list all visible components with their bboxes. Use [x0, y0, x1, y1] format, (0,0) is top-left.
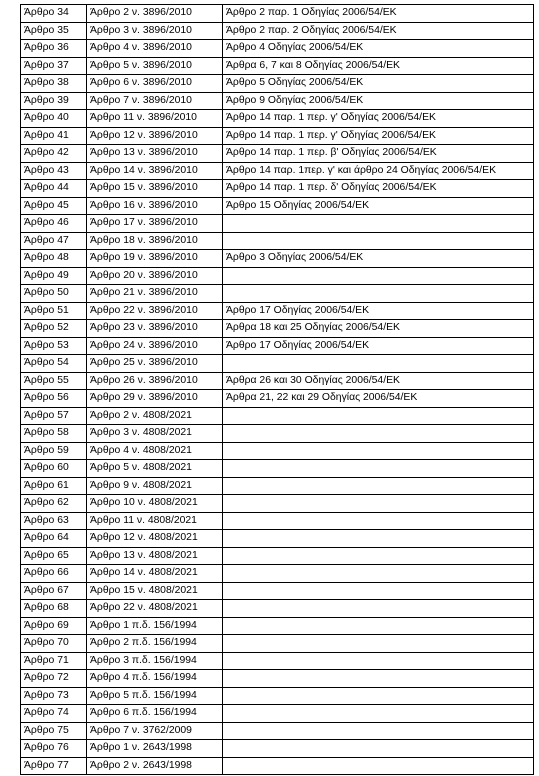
- source-article-cell: Άρθρο 14 ν. 3896/2010: [87, 162, 223, 180]
- table-row: [21, 705, 534, 723]
- directive-article-cell: Άρθρο 15 Οδηγίας 2006/54/ΕΚ: [223, 197, 534, 215]
- new-article-cell: Άρθρο 59: [21, 442, 87, 460]
- directive-article-cell: [223, 757, 534, 775]
- correlation-table-body: [21, 5, 534, 775]
- table-row: [21, 57, 534, 75]
- new-article-cell: Άρθρο 74: [21, 705, 87, 723]
- table-row: [21, 617, 534, 635]
- directive-article-cell: [223, 460, 534, 478]
- directive-article-cell: Άρθρο 4 Οδηγίας 2006/54/ΕΚ: [223, 40, 534, 58]
- table-row: [21, 337, 534, 355]
- table-row: [21, 40, 534, 58]
- new-article-cell: Άρθρο 67: [21, 582, 87, 600]
- directive-article-cell: [223, 670, 534, 688]
- table-row: [21, 390, 534, 408]
- new-article-cell: Άρθρο 77: [21, 757, 87, 775]
- new-article-cell: Άρθρο 61: [21, 477, 87, 495]
- source-article-cell: Άρθρο 26 ν. 3896/2010: [87, 372, 223, 390]
- new-article-cell: Άρθρο 38: [21, 75, 87, 93]
- table-row: [21, 232, 534, 250]
- new-article-cell: Άρθρο 55: [21, 372, 87, 390]
- source-article-cell: Άρθρο 4 π.δ. 156/1994: [87, 670, 223, 688]
- table-row: [21, 547, 534, 565]
- new-article-cell: Άρθρο 69: [21, 617, 87, 635]
- source-article-cell: Άρθρο 1 ν. 2643/1998: [87, 740, 223, 758]
- source-article-cell: Άρθρο 5 π.δ. 156/1994: [87, 687, 223, 705]
- new-article-cell: Άρθρο 68: [21, 600, 87, 618]
- table-row: [21, 110, 534, 128]
- new-article-cell: Άρθρο 70: [21, 635, 87, 653]
- source-article-cell: Άρθρο 13 ν. 3896/2010: [87, 145, 223, 163]
- directive-article-cell: Άρθρο 14 παρ. 1 περ. δ' Οδηγίας 2006/54/ΕΚ: [223, 180, 534, 198]
- source-article-cell: Άρθρο 16 ν. 3896/2010: [87, 197, 223, 215]
- table-row: [21, 670, 534, 688]
- table-row: [21, 180, 534, 198]
- new-article-cell: Άρθρο 35: [21, 22, 87, 40]
- directive-article-cell: [223, 722, 534, 740]
- table-row: [21, 442, 534, 460]
- directive-article-cell: [223, 600, 534, 618]
- source-article-cell: Άρθρο 7 ν. 3896/2010: [87, 92, 223, 110]
- new-article-cell: Άρθρο 46: [21, 215, 87, 233]
- source-article-cell: Άρθρο 6 π.δ. 156/1994: [87, 705, 223, 723]
- table-row: [21, 582, 534, 600]
- source-article-cell: Άρθρο 13 ν. 4808/2021: [87, 547, 223, 565]
- new-article-cell: Άρθρο 36: [21, 40, 87, 58]
- directive-article-cell: Άρθρο 14 παρ. 1 περ. γ' Οδηγίας 2006/54/ΕΚ: [223, 110, 534, 128]
- new-article-cell: Άρθρο 48: [21, 250, 87, 268]
- new-article-cell: Άρθρο 66: [21, 565, 87, 583]
- table-row: [21, 757, 534, 775]
- new-article-cell: Άρθρο 39: [21, 92, 87, 110]
- source-article-cell: Άρθρο 18 ν. 3896/2010: [87, 232, 223, 250]
- directive-article-cell: [223, 565, 534, 583]
- directive-article-cell: [223, 705, 534, 723]
- source-article-cell: Άρθρο 20 ν. 3896/2010: [87, 267, 223, 285]
- source-article-cell: Άρθρο 3 π.δ. 156/1994: [87, 652, 223, 670]
- directive-article-cell: Άρθρο 5 Οδηγίας 2006/54/ΕΚ: [223, 75, 534, 93]
- source-article-cell: Άρθρο 21 ν. 3896/2010: [87, 285, 223, 303]
- directive-article-cell: Άρθρο 2 παρ. 1 Οδηγίας 2006/54/ΕΚ: [223, 5, 534, 23]
- table-row: [21, 145, 534, 163]
- directive-article-cell: [223, 495, 534, 513]
- source-article-cell: Άρθρο 2 ν. 3896/2010: [87, 5, 223, 23]
- table-row: [21, 530, 534, 548]
- directive-article-cell: [223, 740, 534, 758]
- directive-article-cell: Άρθρο 2 παρ. 2 Οδηγίας 2006/54/ΕΚ: [223, 22, 534, 40]
- table-row: [21, 285, 534, 303]
- new-article-cell: Άρθρο 58: [21, 425, 87, 443]
- table-row: [21, 320, 534, 338]
- source-article-cell: Άρθρο 11 ν. 3896/2010: [87, 110, 223, 128]
- new-article-cell: Άρθρο 51: [21, 302, 87, 320]
- source-article-cell: Άρθρο 24 ν. 3896/2010: [87, 337, 223, 355]
- table-row: [21, 92, 534, 110]
- directive-article-cell: [223, 267, 534, 285]
- source-article-cell: Άρθρο 9 ν. 4808/2021: [87, 477, 223, 495]
- table-row: [21, 425, 534, 443]
- table-row: [21, 687, 534, 705]
- table-row: [21, 372, 534, 390]
- directive-article-cell: [223, 617, 534, 635]
- source-article-cell: Άρθρο 6 ν. 3896/2010: [87, 75, 223, 93]
- table-row: [21, 565, 534, 583]
- new-article-cell: Άρθρο 45: [21, 197, 87, 215]
- source-article-cell: Άρθρο 29 ν. 3896/2010: [87, 390, 223, 408]
- table-row: [21, 495, 534, 513]
- table-row: [21, 722, 534, 740]
- source-article-cell: Άρθρο 22 ν. 4808/2021: [87, 600, 223, 618]
- source-article-cell: Άρθρο 2 ν. 4808/2021: [87, 407, 223, 425]
- new-article-cell: Άρθρο 71: [21, 652, 87, 670]
- directive-article-cell: Άρθρα 21, 22 και 29 Οδηγίας 2006/54/ΕΚ: [223, 390, 534, 408]
- directive-article-cell: Άρθρα 26 και 30 Οδηγίας 2006/54/ΕΚ: [223, 372, 534, 390]
- new-article-cell: Άρθρο 75: [21, 722, 87, 740]
- new-article-cell: Άρθρο 47: [21, 232, 87, 250]
- source-article-cell: Άρθρο 5 ν. 3896/2010: [87, 57, 223, 75]
- directive-article-cell: [223, 285, 534, 303]
- new-article-cell: Άρθρο 72: [21, 670, 87, 688]
- new-article-cell: Άρθρο 76: [21, 740, 87, 758]
- table-row: [21, 250, 534, 268]
- table-row: [21, 652, 534, 670]
- new-article-cell: Άρθρο 44: [21, 180, 87, 198]
- new-article-cell: Άρθρο 41: [21, 127, 87, 145]
- new-article-cell: Άρθρο 34: [21, 5, 87, 23]
- directive-article-cell: [223, 530, 534, 548]
- directive-article-cell: Άρθρα 6, 7 και 8 Οδηγίας 2006/54/ΕΚ: [223, 57, 534, 75]
- new-article-cell: Άρθρο 56: [21, 390, 87, 408]
- source-article-cell: Άρθρο 1 π.δ. 156/1994: [87, 617, 223, 635]
- table-row: [21, 355, 534, 373]
- source-article-cell: Άρθρο 4 ν. 4808/2021: [87, 442, 223, 460]
- new-article-cell: Άρθρο 57: [21, 407, 87, 425]
- directive-article-cell: [223, 547, 534, 565]
- new-article-cell: Άρθρο 65: [21, 547, 87, 565]
- source-article-cell: Άρθρο 5 ν. 4808/2021: [87, 460, 223, 478]
- source-article-cell: Άρθρο 11 ν. 4808/2021: [87, 512, 223, 530]
- table-row: [21, 75, 534, 93]
- table-row: [21, 740, 534, 758]
- directive-article-cell: [223, 477, 534, 495]
- source-article-cell: Άρθρο 25 ν. 3896/2010: [87, 355, 223, 373]
- new-article-cell: Άρθρο 54: [21, 355, 87, 373]
- source-article-cell: Άρθρο 12 ν. 4808/2021: [87, 530, 223, 548]
- directive-article-cell: [223, 407, 534, 425]
- new-article-cell: Άρθρο 37: [21, 57, 87, 75]
- source-article-cell: Άρθρο 2 π.δ. 156/1994: [87, 635, 223, 653]
- source-article-cell: Άρθρο 17 ν. 3896/2010: [87, 215, 223, 233]
- new-article-cell: Άρθρο 50: [21, 285, 87, 303]
- source-article-cell: Άρθρο 3 ν. 3896/2010: [87, 22, 223, 40]
- new-article-cell: Άρθρο 52: [21, 320, 87, 338]
- new-article-cell: Άρθρο 43: [21, 162, 87, 180]
- table-row: [21, 512, 534, 530]
- new-article-cell: Άρθρο 42: [21, 145, 87, 163]
- directive-article-cell: [223, 652, 534, 670]
- new-article-cell: Άρθρο 64: [21, 530, 87, 548]
- directive-article-cell: Άρθρο 17 Οδηγίας 2006/54/ΕΚ: [223, 302, 534, 320]
- directive-article-cell: [223, 355, 534, 373]
- correlation-table: [20, 4, 534, 775]
- directive-article-cell: [223, 582, 534, 600]
- source-article-cell: Άρθρο 2 ν. 2643/1998: [87, 757, 223, 775]
- directive-article-cell: [223, 215, 534, 233]
- directive-article-cell: Άρθρο 14 παρ. 1 περ. β' Οδηγίας 2006/54/ΕΚ: [223, 145, 534, 163]
- source-article-cell: Άρθρο 3 ν. 4808/2021: [87, 425, 223, 443]
- source-article-cell: Άρθρο 22 ν. 3896/2010: [87, 302, 223, 320]
- directive-article-cell: [223, 635, 534, 653]
- directive-article-cell: Άρθρο 17 Οδηγίας 2006/54/ΕΚ: [223, 337, 534, 355]
- table-row: [21, 267, 534, 285]
- directive-article-cell: Άρθρα 18 και 25 Οδηγίας 2006/54/ΕΚ: [223, 320, 534, 338]
- directive-article-cell: [223, 512, 534, 530]
- source-article-cell: Άρθρο 19 ν. 3896/2010: [87, 250, 223, 268]
- new-article-cell: Άρθρο 53: [21, 337, 87, 355]
- directive-article-cell: Άρθρο 14 παρ. 1περ. γ' και άρθρο 24 Οδηγίας 2006/54/ΕΚ: [223, 162, 534, 180]
- table-row: [21, 635, 534, 653]
- new-article-cell: Άρθρο 60: [21, 460, 87, 478]
- table-row: [21, 460, 534, 478]
- directive-article-cell: [223, 232, 534, 250]
- directive-article-cell: Άρθρο 3 Οδηγίας 2006/54/ΕΚ: [223, 250, 534, 268]
- directive-article-cell: [223, 442, 534, 460]
- table-row: [21, 302, 534, 320]
- table-row: [21, 215, 534, 233]
- table-row: [21, 22, 534, 40]
- table-row: [21, 5, 534, 23]
- source-article-cell: Άρθρο 4 ν. 3896/2010: [87, 40, 223, 58]
- table-row: [21, 600, 534, 618]
- source-article-cell: Άρθρο 23 ν. 3896/2010: [87, 320, 223, 338]
- new-article-cell: Άρθρο 73: [21, 687, 87, 705]
- source-article-cell: Άρθρο 14 ν. 4808/2021: [87, 565, 223, 583]
- new-article-cell: Άρθρο 62: [21, 495, 87, 513]
- directive-article-cell: Άρθρο 9 Οδηγίας 2006/54/ΕΚ: [223, 92, 534, 110]
- new-article-cell: Άρθρο 49: [21, 267, 87, 285]
- source-article-cell: Άρθρο 15 ν. 3896/2010: [87, 180, 223, 198]
- directive-article-cell: [223, 425, 534, 443]
- table-row: [21, 162, 534, 180]
- source-article-cell: Άρθρο 10 ν. 4808/2021: [87, 495, 223, 513]
- source-article-cell: Άρθρο 15 ν. 4808/2021: [87, 582, 223, 600]
- new-article-cell: Άρθρο 63: [21, 512, 87, 530]
- source-article-cell: Άρθρο 12 ν. 3896/2010: [87, 127, 223, 145]
- directive-article-cell: Άρθρο 14 παρ. 1 περ. γ' Οδηγίας 2006/54/ΕΚ: [223, 127, 534, 145]
- new-article-cell: Άρθρο 40: [21, 110, 87, 128]
- table-row: [21, 477, 534, 495]
- source-article-cell: Άρθρο 7 ν. 3762/2009: [87, 722, 223, 740]
- table-row: [21, 127, 534, 145]
- table-row: [21, 197, 534, 215]
- directive-article-cell: [223, 687, 534, 705]
- table-row: [21, 407, 534, 425]
